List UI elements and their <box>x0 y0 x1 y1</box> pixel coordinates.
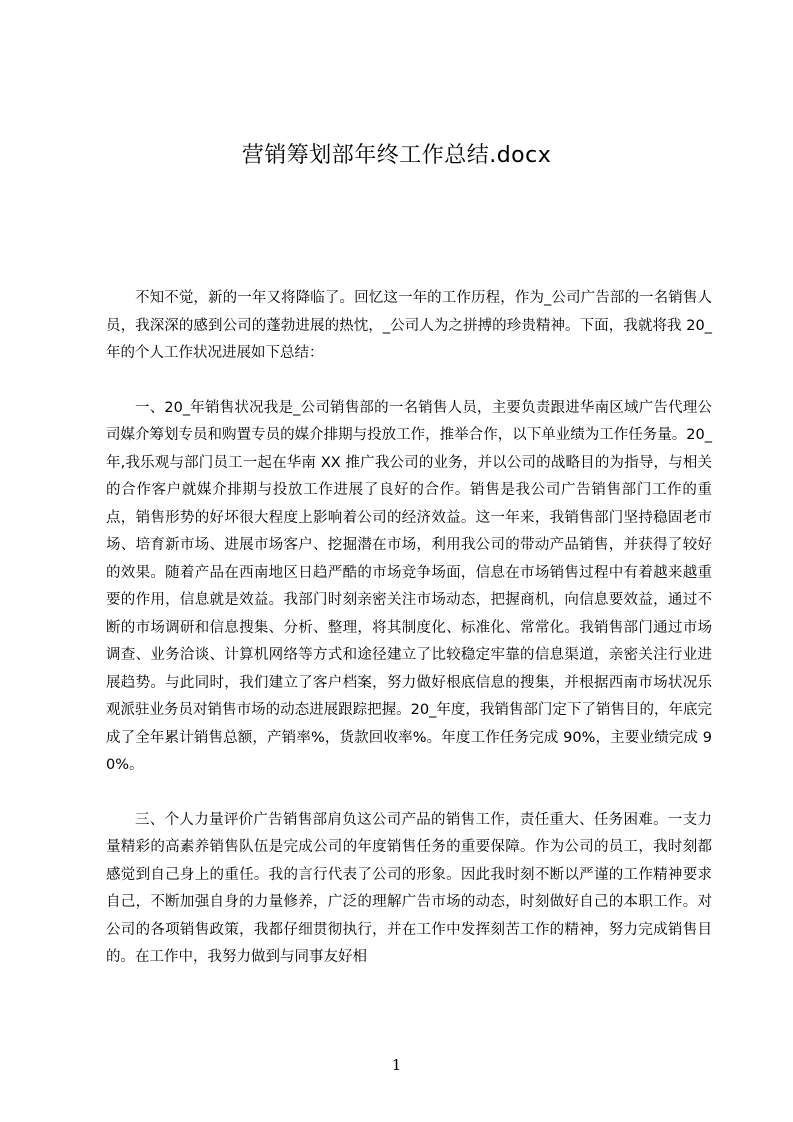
paragraph-intro: 不知不觉，新的一年又将降临了。回忆这一年的工作历程，作为_公司广告部的一名销售人员，我深深的感到公司的蓬勃进展的热忱，_公司人为之拼搏的珍贵精神。下面，我就将我 20_年的个人工作状况进展如下总结： <box>106 290 712 361</box>
document-title: 营销筹划部年终工作总结.docx <box>241 143 552 168</box>
paragraph-self-evaluation: 三、个人力量评价广告销售部肩负这公司产品的销售工作，责任重大、任务困难。一支力量精彩的高素养销售队伍是完成公司的年度销售任务的重要保障。作为公司的员工，我时刻都感觉到自己身上的重任。我的言行代表了公司的形象。因此我时刻不断以严谨的工作精神要求自己，不断加强自身的力量修养，广泛的理解广告市场的动态，时刻做好自己的本职工作。对公司的各项销售政策，我都仔细贯彻执行，并在工作中发挥刻苦工作的精神，努力完成销售目的。在工作中，我努力做到与同事友好相 <box>106 811 712 965</box>
page-number: 1 <box>391 1056 402 1074</box>
paragraph-sales-status: 一、20_年销售状况我是_公司销售部的一名销售人员，主要负责跟进华南区域广告代理公司媒介筹划专员和购置专员的媒介排期与投放工作，推举合作，以下单业绩为工作任务量。20_年,我乐观与部门员工一起在华南 XX 推广我公司的业务，并以公司的战略目的为指导，与相关的合作客户就媒介排期与投放工作进展了良好的合作。销售是我公司广告销售部门工作的重点，销售形势的好坏很大程度上影响着公司的经济效益。这一年来，我销售部门坚持稳固老市场、培育新市场、进展市场客户、挖掘潜在市场，利用我公司的带动产品销售，并获得了较好的效果。随着产品在西南地区日趋严酷的市场竞争场面，信息在市场销售过程中有着越来越重要的作用，信息就是效益。我部门时刻亲密关注市场动态，把握商机，向信息要效益，通过不断的市场调研和信息搜集、分析、整理，将其制度化、标准化、常常化。我销售部门通过市场调查、业务洽谈、计算机网络等方式和途径建立了比较稳定牢靠的信息渠道，亲密关注行业进展趋势。与此同时，我们建立了客户档案，努力做好根底信息的搜集，并根据西南市场状况乐观派驻业务员对销售市场的动态进展跟踪把握。20_年度，我销售部门定下了销售目的，年底完成了全年累计销售总额，产销率%，货款回收率%。年度工作任务完成 90%，主要业绩完成 90%。 <box>106 399 712 773</box>
document-body <box>106 285 712 972</box>
